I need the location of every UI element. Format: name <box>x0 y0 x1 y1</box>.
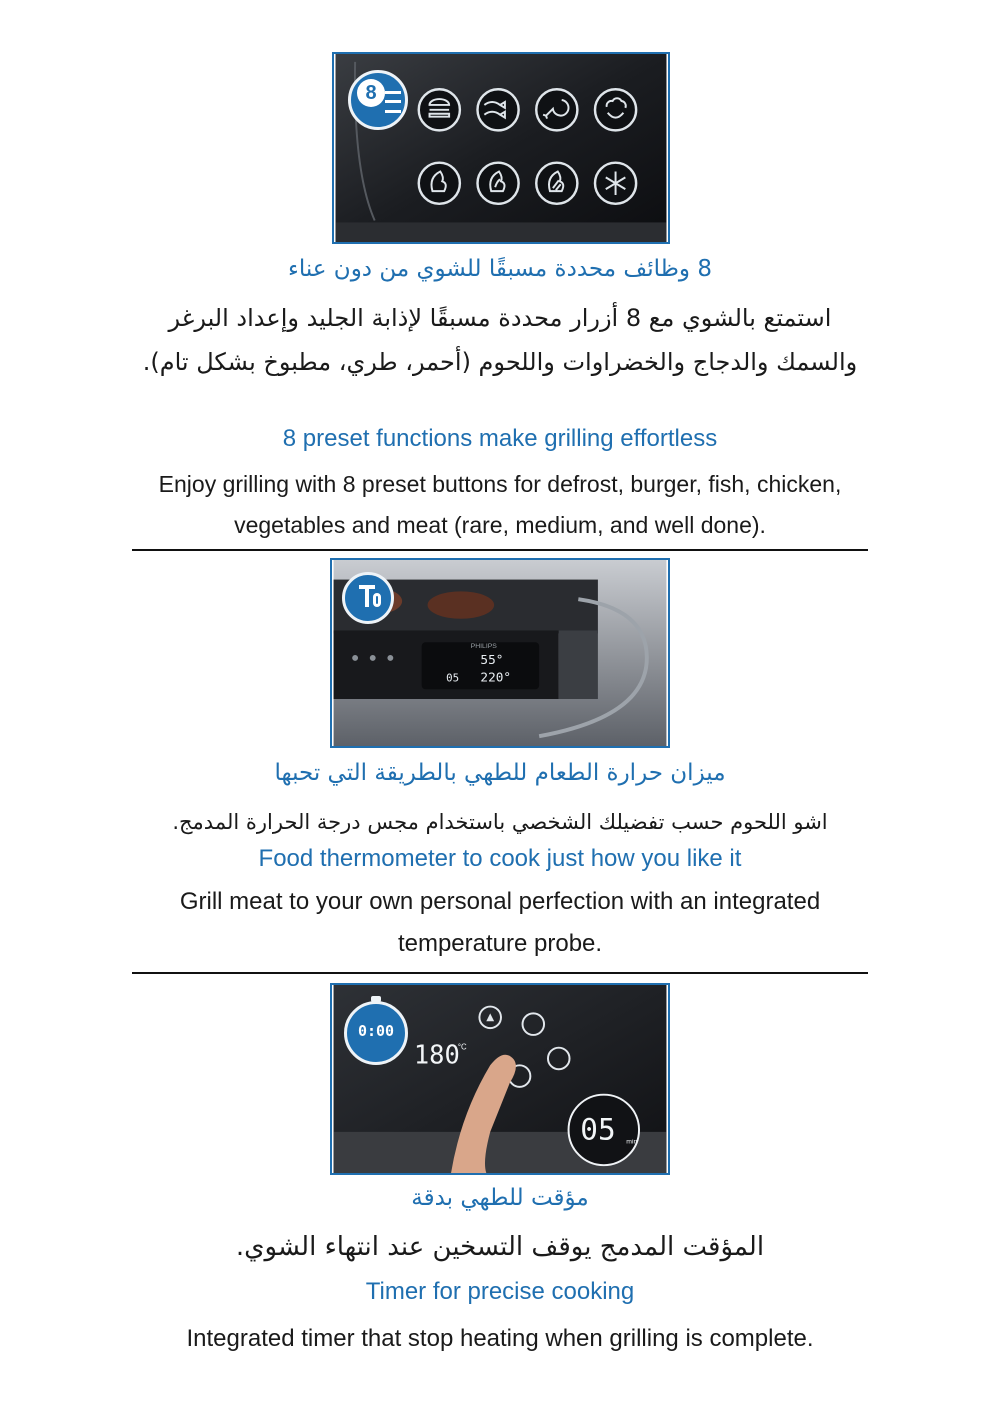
section-3-body-ar: المؤقت المدمج يوقف التسخين عند انتهاء الشوي. <box>235 1232 765 1262</box>
section-1-title-en: 8 preset functions make grilling effortless <box>282 425 718 452</box>
list-lines-icon <box>385 91 401 113</box>
defrost-preset-icon <box>595 163 636 204</box>
divider-2 <box>132 972 868 974</box>
fish-preset-icon <box>478 89 519 130</box>
display-temp-value: 180 <box>413 1040 460 1071</box>
section-1-body-ar: استمتع بالشوي مع 8 أزرار محددة مسبقًا لإذابة الجليد وإعداد البرغر والسمك والدجاج والخضراوات واللحوم (أحمر، طري، مطبوخ بشكل تام). <box>142 304 858 376</box>
section-3-title-ar: مؤقت للطهي بدقة <box>411 1185 589 1211</box>
meat-medium-preset-icon <box>478 163 519 204</box>
section-2-title-en: Food thermometer to cook just how you like it <box>258 845 742 872</box>
timer-display-value: 05 <box>580 1112 616 1147</box>
timer-badge-text: 0:00 <box>357 1022 395 1040</box>
section-2-title-ar: ميزان حرارة الطعام للطهي بالطريقة التي تحبها <box>274 760 726 786</box>
panel-probe-temp: 55° <box>480 651 504 667</box>
panel-grill-temp: 220° <box>480 669 512 685</box>
divider-1 <box>132 549 868 551</box>
timer-image <box>330 983 670 1175</box>
display-temp-unit: °C <box>457 1042 467 1052</box>
section-3-body-en: Integrated timer that stop heating when grilling is complete. <box>186 1325 814 1352</box>
vegetables-preset-icon <box>595 89 636 130</box>
meat-well-done-preset-icon <box>536 163 577 204</box>
chicken-preset-icon <box>536 89 577 130</box>
preset-count-badge <box>348 70 408 130</box>
stopwatch-badge-icon <box>344 1001 408 1065</box>
section-3-title-en: Timer for precise cooking <box>365 1278 635 1305</box>
section-1-body-en: Enjoy grilling with 8 preset buttons for defrost, burger, fish, chicken, vegetables and meat (rare, medium, and well done). <box>158 471 842 538</box>
thermometer-badge-icon <box>342 572 394 624</box>
panel-time: 05 <box>446 671 460 685</box>
badge-number: 8 <box>357 79 385 107</box>
timer-display-unit: min <box>626 1138 638 1146</box>
section-1-title-ar: 8 وظائف محددة مسبقًا للشوي من دون عناء <box>288 256 712 282</box>
burger-preset-icon <box>419 89 460 130</box>
panel-brand-text: PHILIPS <box>470 643 497 651</box>
section-2-body-en: Grill meat to your own personal perfection with an integrated temperature probe. <box>179 888 821 957</box>
preset-functions-image <box>332 52 670 244</box>
food-thermometer-image <box>330 558 670 748</box>
meat-rare-preset-icon <box>419 163 460 204</box>
section-2-body-ar: اشو اللحوم حسب تفضيلك الشخصي باستخدام مجس درجة الحرارة المدمج. <box>172 810 828 834</box>
